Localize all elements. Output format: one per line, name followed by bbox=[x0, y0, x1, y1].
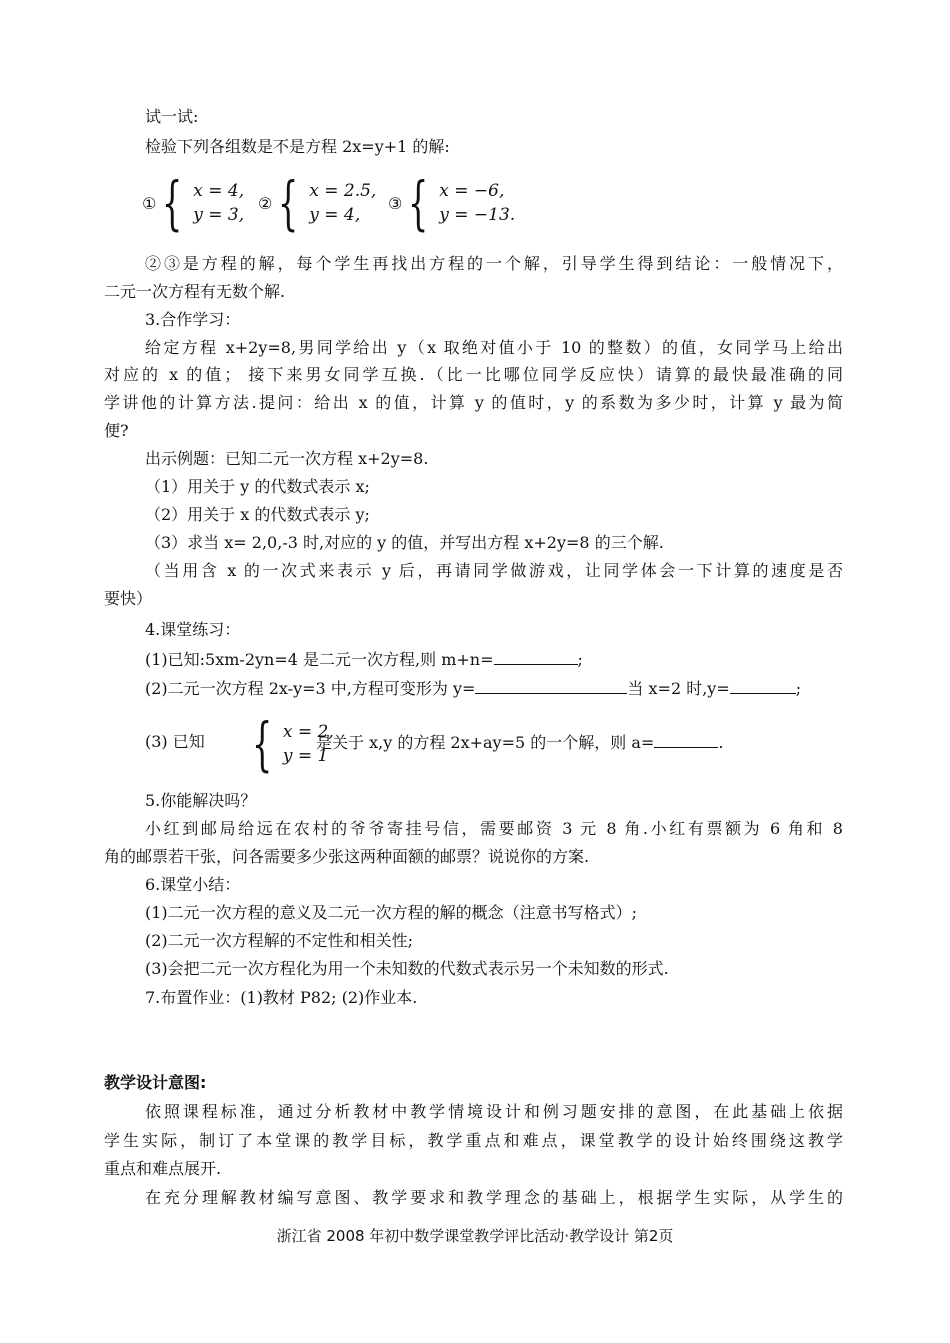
equation: x = 4, bbox=[193, 181, 245, 201]
paragraph-line: 便? bbox=[104, 421, 129, 440]
exercise-text: 是关于 x,y 的方程 2x+ay=5 的一个解，则 a= bbox=[316, 733, 655, 752]
equation: y = −13. bbox=[439, 205, 516, 225]
equation: x = 2, bbox=[282, 722, 334, 742]
paragraph-line: 角的邮票若干张，问各需要多少张这两种面额的邮票？说说你的方案. bbox=[104, 847, 590, 866]
exercise-text: . bbox=[718, 733, 724, 752]
circled-number: ③ bbox=[388, 193, 403, 213]
equation: y = 3, bbox=[193, 205, 245, 225]
paragraph-line: 学讲他的计算方法.提问：给出 x 的值，计算 y 的值时，y 的系数为多少时，计算 y 最为简 bbox=[104, 393, 843, 412]
circled-number: ② bbox=[258, 193, 273, 213]
exercise-line bbox=[145, 648, 583, 671]
page-footer: 浙江省 2008 年初中数学课堂教学评比活动·教学设计 第2页 bbox=[276, 1227, 674, 1245]
exercise-text: 当 x=2 时,y= bbox=[627, 679, 730, 698]
equation: y = 4, bbox=[309, 205, 361, 225]
paragraph-line: 给定方程 x+2y=8,男同学给出 y（x 取绝对值小于 10 的整数）的值，女同学马上给出 bbox=[145, 338, 843, 357]
paragraph-line: （当用含 x 的一次式来表示 y 后，再请同学做游戏，让同学体会一下计算的速度是否 bbox=[145, 561, 843, 580]
heading-try: 试一试: bbox=[145, 107, 199, 126]
answer-blank bbox=[494, 648, 578, 665]
paragraph-line: (1)二元一次方程的意义及二元一次方程的解的概念（注意书写格式）; bbox=[145, 903, 638, 922]
paragraph-line: ②③是方程的解，每个学生再找出方程的一个解，引导学生得到结论：一般情况下， bbox=[145, 254, 843, 273]
exercise-line bbox=[316, 731, 723, 754]
answer-blank bbox=[654, 731, 718, 748]
equation-system-1 bbox=[142, 169, 245, 237]
paragraph-line: （3）求当 x= 2,0,-3 时,对应的 y 的值，并写出方程 x+2y=8 的三个解. bbox=[145, 533, 664, 552]
exercise-text: ; bbox=[795, 679, 802, 698]
section-title: 教学设计意图: bbox=[104, 1073, 207, 1092]
circled-number: ① bbox=[142, 193, 157, 213]
section-heading: 4.课堂练习： bbox=[145, 620, 241, 639]
equation: y = 1 bbox=[282, 746, 329, 766]
left-brace: { bbox=[408, 169, 429, 237]
paragraph-line: 依照课程标准，通过分析教材中教学情境设计和例习题安排的意图，在此基础上依据 bbox=[145, 1102, 843, 1121]
paragraph-line: 要快） bbox=[104, 589, 153, 608]
exercise-text: (2)二元一次方程 2x-y=3 中,方程可变形为 y= bbox=[145, 679, 476, 698]
paragraph-line: （1）用关于 y 的代数式表示 x; bbox=[145, 477, 370, 496]
paragraph-line: (2)二元一次方程解的不定性和相关性; bbox=[145, 931, 414, 950]
paragraph-line: 学生实际，制订了本堂课的教学目标，教学重点和难点，课堂教学的设计始终围绕这教学 bbox=[104, 1131, 843, 1150]
paragraph-line: 重点和难点展开. bbox=[104, 1159, 222, 1178]
paragraph-line: 二元一次方程有无数个解. bbox=[104, 282, 286, 301]
paragraph-line: （2）用关于 x 的代数式表示 y; bbox=[145, 505, 370, 524]
answer-blank bbox=[730, 677, 796, 694]
paragraph-line: (3)会把二元一次方程化为用一个未知数的代数式表示另一个未知数的形式. bbox=[145, 959, 669, 978]
exercise-text: (1)已知:5xm-2yn=4 是二元一次方程,则 m+n= bbox=[145, 650, 494, 669]
section-heading: 7.布置作业：(1)教材 P82; (2)作业本. bbox=[145, 988, 418, 1007]
exercise-text: (3) 已知 bbox=[145, 732, 205, 751]
equation-system-3 bbox=[388, 169, 516, 237]
section-heading: 6.课堂小结： bbox=[145, 875, 241, 894]
paragraph-line: 出示例题：已知二元一次方程 x+2y=8. bbox=[145, 449, 429, 468]
paragraph-line: 小红到邮局给远在农村的爷爷寄挂号信，需要邮资 3 元 8 角.小红有票额为 6 角和 8 bbox=[145, 819, 843, 838]
section-heading: 5.你能解决吗？ bbox=[145, 791, 257, 810]
left-brace: { bbox=[162, 169, 183, 237]
answer-blank bbox=[475, 677, 627, 694]
paragraph-line: 检验下列各组数是不是方程 2x=y+1 的解: bbox=[145, 137, 450, 156]
equation: x = 2.5, bbox=[309, 181, 377, 201]
equation: x = −6, bbox=[439, 181, 505, 201]
paragraph-line: 对应的 x 的值； 接下来男女同学互换.（比一比哪位同学反应快）请算的最快最准确的同 bbox=[104, 365, 843, 384]
paragraph-line: 在充分理解教材编写意图、教学要求和教学理念的基础上，根据学生实际，从学生的 bbox=[145, 1188, 843, 1207]
section-heading: 3.合作学习： bbox=[145, 310, 241, 329]
equation-system-2 bbox=[258, 169, 377, 237]
exercise-line bbox=[145, 677, 801, 700]
left-brace: { bbox=[252, 710, 273, 778]
left-brace: { bbox=[278, 169, 299, 237]
exercise-text: ; bbox=[577, 650, 583, 669]
